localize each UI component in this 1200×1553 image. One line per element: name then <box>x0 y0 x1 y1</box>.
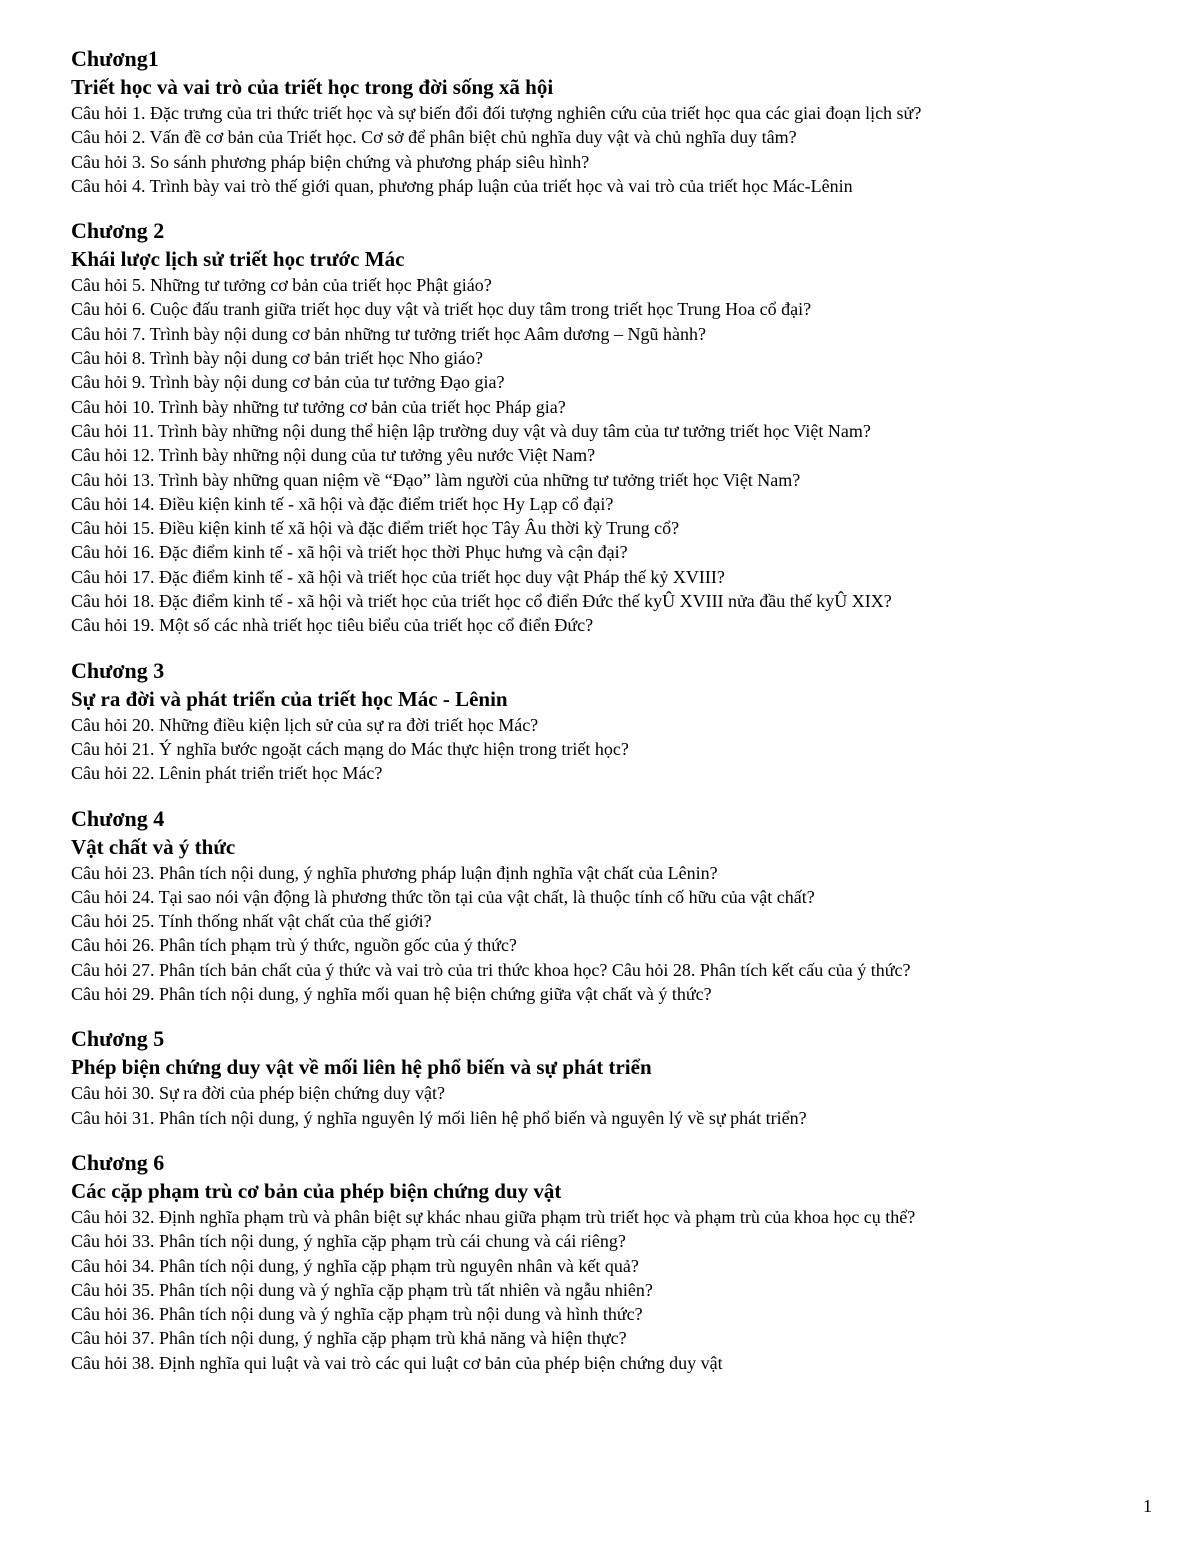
chapter-label: Chương1 <box>71 46 159 71</box>
chapter-title: Triết học và vai trò của triết học trong đời sống xã hội <box>71 75 554 99</box>
question-item: Câu hỏi 14. Điều kiện kinh tế - xã hội và đặc điểm triết học Hy Lạp cổ đại? <box>71 493 614 514</box>
question-item: Câu hỏi 4. Trình bày vai trò thế giới quan, phương pháp luận của triết học và vai trò của triết học Mác-Lênin <box>71 175 853 196</box>
question-item: Câu hỏi 32. Định nghĩa phạm trù và phân biệt sự khác nhau giữa phạm trù triết học và phạm trù của khoa học cụ thể? <box>71 1206 916 1227</box>
chapter-label: Chương 4 <box>71 805 165 831</box>
question-list <box>71 861 1171 1007</box>
chapter-label: Chương 6 <box>71 1149 165 1175</box>
question-item: Câu hỏi 27. Phân tích bản chất của ý thức và vai trò của tri thức khoa học? Câu hỏi 28. Phân tích kết cấu của ý thức? <box>71 959 911 980</box>
question-item: Câu hỏi 31. Phân tích nội dung, ý nghĩa nguyên lý mối liên hệ phổ biến và nguyên lý về sự phát triển? <box>71 1107 807 1128</box>
question-item: Câu hỏi 6. Cuộc đấu tranh giữa triết học duy vật và triết học duy tâm trong triết học Trung Hoa cổ đại? <box>71 299 812 320</box>
question-item: Câu hỏi 24. Tại sao nói vận động là phương thức tồn tại của vật chất, là thuộc tính cố hữu của vật chất? <box>71 886 815 907</box>
question-item: Câu hỏi 17. Đặc điểm kinh tế - xã hội và triết học của triết học duy vật Pháp thế kỷ XVIII? <box>71 566 725 587</box>
chapter-label: Chương 5 <box>71 1026 165 1052</box>
question-item: Câu hỏi 9. Trình bày nội dung cơ bản của tư tưởng Đạo gia? <box>71 372 505 393</box>
question-item: Câu hỏi 37. Phân tích nội dung, ý nghĩa cặp phạm trù khả năng và hiện thực? <box>71 1328 627 1349</box>
question-item: Câu hỏi 10. Trình bày những tư tưởng cơ bản của triết học Pháp gia? <box>71 396 566 417</box>
page-number: 1 <box>1143 1496 1152 1516</box>
question-item: Câu hỏi 25. Tính thống nhất vật chất của thế giới? <box>71 911 432 932</box>
question-item: Câu hỏi 34. Phân tích nội dung, ý nghĩa cặp phạm trù nguyên nhân và kết quả? <box>71 1255 639 1276</box>
chapter-section <box>71 44 1171 198</box>
chapter-section <box>71 1148 1171 1375</box>
chapter-title: Sự ra đời và phát triển của triết học Mác - Lênin <box>71 686 508 711</box>
chapter-section <box>71 1024 1171 1130</box>
question-item: Câu hỏi 3. So sánh phương pháp biện chứng và phương pháp siêu hình? <box>71 151 590 172</box>
question-item: Câu hỏi 21. Ý nghĩa bước ngoặt cách mạng do Mác thực hiện trong triết học? <box>71 738 629 759</box>
question-item: Câu hỏi 11. Trình bày những nội dung thể hiện lập trường duy vật và duy tâm của tư tưởng triết học Việt Nam? <box>71 420 871 441</box>
question-item: Câu hỏi 16. Đặc điểm kinh tế - xã hội và triết học thời Phục hưng và cận đại? <box>71 542 628 563</box>
question-item: Câu hỏi 19. Một số các nhà triết học tiêu biểu của triết học cổ điển Đức? <box>71 615 594 636</box>
chapter-section <box>71 804 1171 1007</box>
chapter-title: Phép biện chứng duy vật về mối liên hệ phổ biến và sự phát triển <box>71 1055 652 1080</box>
question-item: Câu hỏi 36. Phân tích nội dung và ý nghĩa cặp phạm trù nội dung và hình thức? <box>71 1304 643 1325</box>
question-item: Câu hỏi 26. Phân tích phạm trù ý thức, nguồn gốc của ý thức? <box>71 935 517 956</box>
question-list <box>71 1205 1171 1375</box>
question-item: Câu hỏi 7. Trình bày nội dung cơ bản những tư tưởng triết học Aâm dương – Ngũ hành? <box>71 323 707 344</box>
question-item: Câu hỏi 15. Điều kiện kinh tế xã hội và đặc điểm triết học Tây Âu thời kỳ Trung cổ? <box>71 518 680 539</box>
question-item: Câu hỏi 30. Sự ra đời của phép biện chứng duy vật? <box>71 1083 445 1104</box>
question-list <box>71 101 1171 198</box>
question-list <box>71 273 1171 637</box>
question-item: Câu hỏi 2. Vấn đề cơ bản của Triết học. Cơ sở để phân biệt chủ nghĩa duy vật và chủ nghĩa duy tâm? <box>71 127 797 148</box>
question-item: Câu hỏi 22. Lênin phát triển triết học Mác? <box>71 763 383 784</box>
question-list <box>71 1081 1171 1130</box>
question-item: Câu hỏi 38. Định nghĩa qui luật và vai trò các qui luật cơ bản của phép biện chứng duy vật <box>71 1352 723 1373</box>
question-item: Câu hỏi 8. Trình bày nội dung cơ bản triết học Nho giáo? <box>71 348 483 369</box>
question-item: Câu hỏi 23. Phân tích nội dung, ý nghĩa phương pháp luận định nghĩa vật chất của Lênin? <box>71 862 718 883</box>
question-item: Câu hỏi 20. Những điều kiện lịch sử của sự ra đời triết học Mác? <box>71 714 539 735</box>
question-list <box>71 713 1171 786</box>
chapter-title: Vật chất và ý thức <box>71 834 236 859</box>
chapter-title: Khái lược lịch sử triết học trước Mác <box>71 247 405 272</box>
question-item: Câu hỏi 33. Phân tích nội dung, ý nghĩa cặp phạm trù cái chung và cái riêng? <box>71 1231 626 1252</box>
question-item: Câu hỏi 29. Phân tích nội dung, ý nghĩa mối quan hệ biện chứng giữa vật chất và ý thức? <box>71 984 712 1005</box>
document-body <box>71 44 1171 1393</box>
chapter-label: Chương 2 <box>71 218 165 244</box>
chapter-label: Chương 3 <box>71 657 165 683</box>
question-item: Câu hỏi 5. Những tư tưởng cơ bản của triết học Phật giáo? <box>71 275 492 296</box>
question-item: Câu hỏi 1. Đặc trưng của tri thức triết học và sự biến đổi đối tượng nghiên cứu của triết học qua các giai đoạn lịch sử? <box>71 103 922 123</box>
question-item: Câu hỏi 12. Trình bày những nội dung của tư tưởng yêu nước Việt Nam? <box>71 445 596 466</box>
question-item: Câu hỏi 18. Đặc điểm kinh tế - xã hội và triết học của triết học cổ điển Đức thế kyÛ XVIII nửa đầu thế kyÛ XIX? <box>71 591 892 612</box>
question-item: Câu hỏi 35. Phân tích nội dung và ý nghĩa cặp phạm trù tất nhiên và ngẫu nhiên? <box>71 1279 653 1300</box>
chapter-title: Các cặp phạm trù cơ bản của phép biện chứng duy vật <box>71 1178 562 1203</box>
chapter-section <box>71 216 1171 637</box>
chapter-section <box>71 656 1171 786</box>
question-item: Câu hỏi 13. Trình bày những quan niệm về “Đạo” làm người của những tư tưởng triết học Việt Nam? <box>71 469 801 490</box>
